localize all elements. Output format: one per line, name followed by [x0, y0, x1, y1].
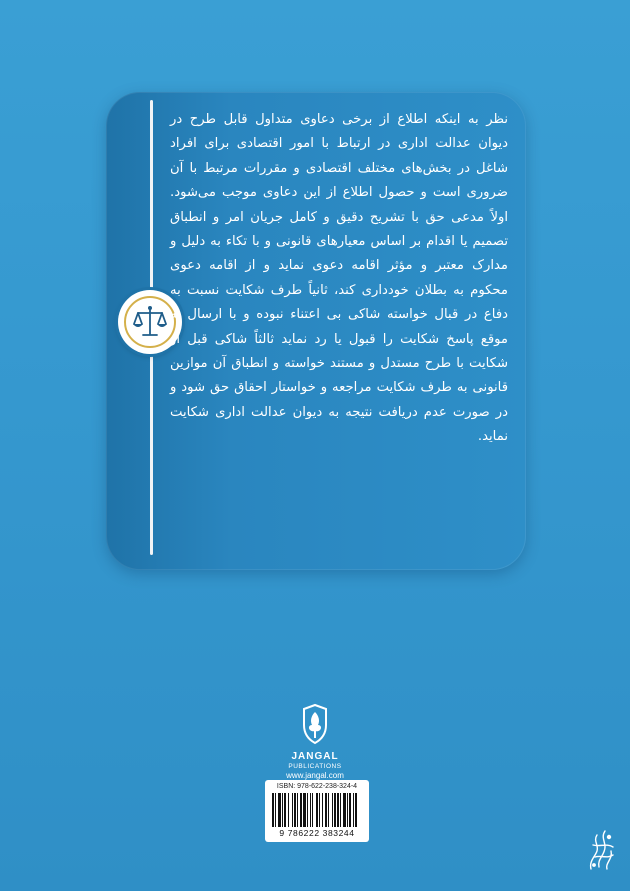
publisher-block [0, 703, 630, 780]
barcode-bar [319, 793, 320, 827]
barcode-bar [310, 793, 311, 827]
description-text: نظر به اینکه اطلاع از برخی دعاوی متداول قابل طرح در دیوان عدالت اداری در ارتباط با امور اقتصادی برای افراد شاغل در بخش‌های مختلف اقتصادی و مقررات مرتبط با آن ضروری است و حصول اطلاع از این دعاوی موجب می‌شود. اولاً مدعی حق با تشریح دقیق و کامل جریان امر و انطباق تصمیم یا اقدام بر اساس معیارهای قانونی و با تکاء به دلیل و مدارک معتبر و مؤثر اقامه دعوی نماید و از اقامه دعوی محکوم به بطلان خودداری کند، ثانیاً طرف شکایت نسبت به دفاع در قبال خواسته شاکی بی اعتناء نبوده و با ارسال به موقع پاسخ شکایت را قبول یا رد نماید ثالثاً شاکی قبل از شکایت با طرح مستدل و مستند خواسته و انطباق آن موازین قانونی به طرف شکایت مراجعه و خواستار احقاق حق شود و در صورت عدم دریافت نتیجه به دیوان عدالت اداری شکایت نماید. [170, 112, 508, 445]
barcode-bar [343, 793, 346, 827]
barcode-bar [340, 793, 341, 827]
barcode-bar [322, 793, 323, 827]
publisher-subtitle: PUBLICATIONS [288, 763, 342, 770]
barcode-bar [334, 793, 336, 827]
isbn-label: ISBN: 978-622-238-324-4 [276, 783, 358, 790]
barcode-bar [278, 793, 281, 827]
barcode-bar [303, 793, 306, 827]
barcode-bar [355, 793, 357, 827]
publisher-name: JANGAL [291, 751, 339, 762]
barcode-bar [349, 793, 351, 827]
barcode-bar [337, 793, 339, 827]
barcode-bar [328, 793, 329, 827]
barcode-bar [353, 793, 354, 827]
barcode-bar [300, 793, 302, 827]
barcode-bar [275, 793, 276, 827]
barcode-bar [316, 793, 318, 827]
barcode-bar [272, 793, 274, 827]
barcode-bar [297, 793, 298, 827]
barcode-bar [282, 793, 283, 827]
barcode-bar [332, 793, 333, 827]
barcode-bar [284, 793, 286, 827]
barcode-bar [307, 793, 308, 827]
barcode-bar [312, 793, 313, 827]
isbn-barcode [265, 780, 369, 842]
publisher-website: www.jangal.com [286, 771, 344, 780]
barcode-bar [292, 793, 293, 827]
barcode-bar [288, 793, 289, 827]
barcode-bars [272, 793, 362, 827]
justice-scale-icon [130, 302, 170, 342]
barcode-bar [294, 793, 296, 827]
barcode-bar [347, 793, 348, 827]
barcode-bar [325, 793, 327, 827]
jangal-tree-logo-icon [300, 703, 330, 747]
calligraphy-emblem-icon [585, 825, 619, 875]
barcode-digits: 9 786222 383244 [279, 828, 355, 838]
